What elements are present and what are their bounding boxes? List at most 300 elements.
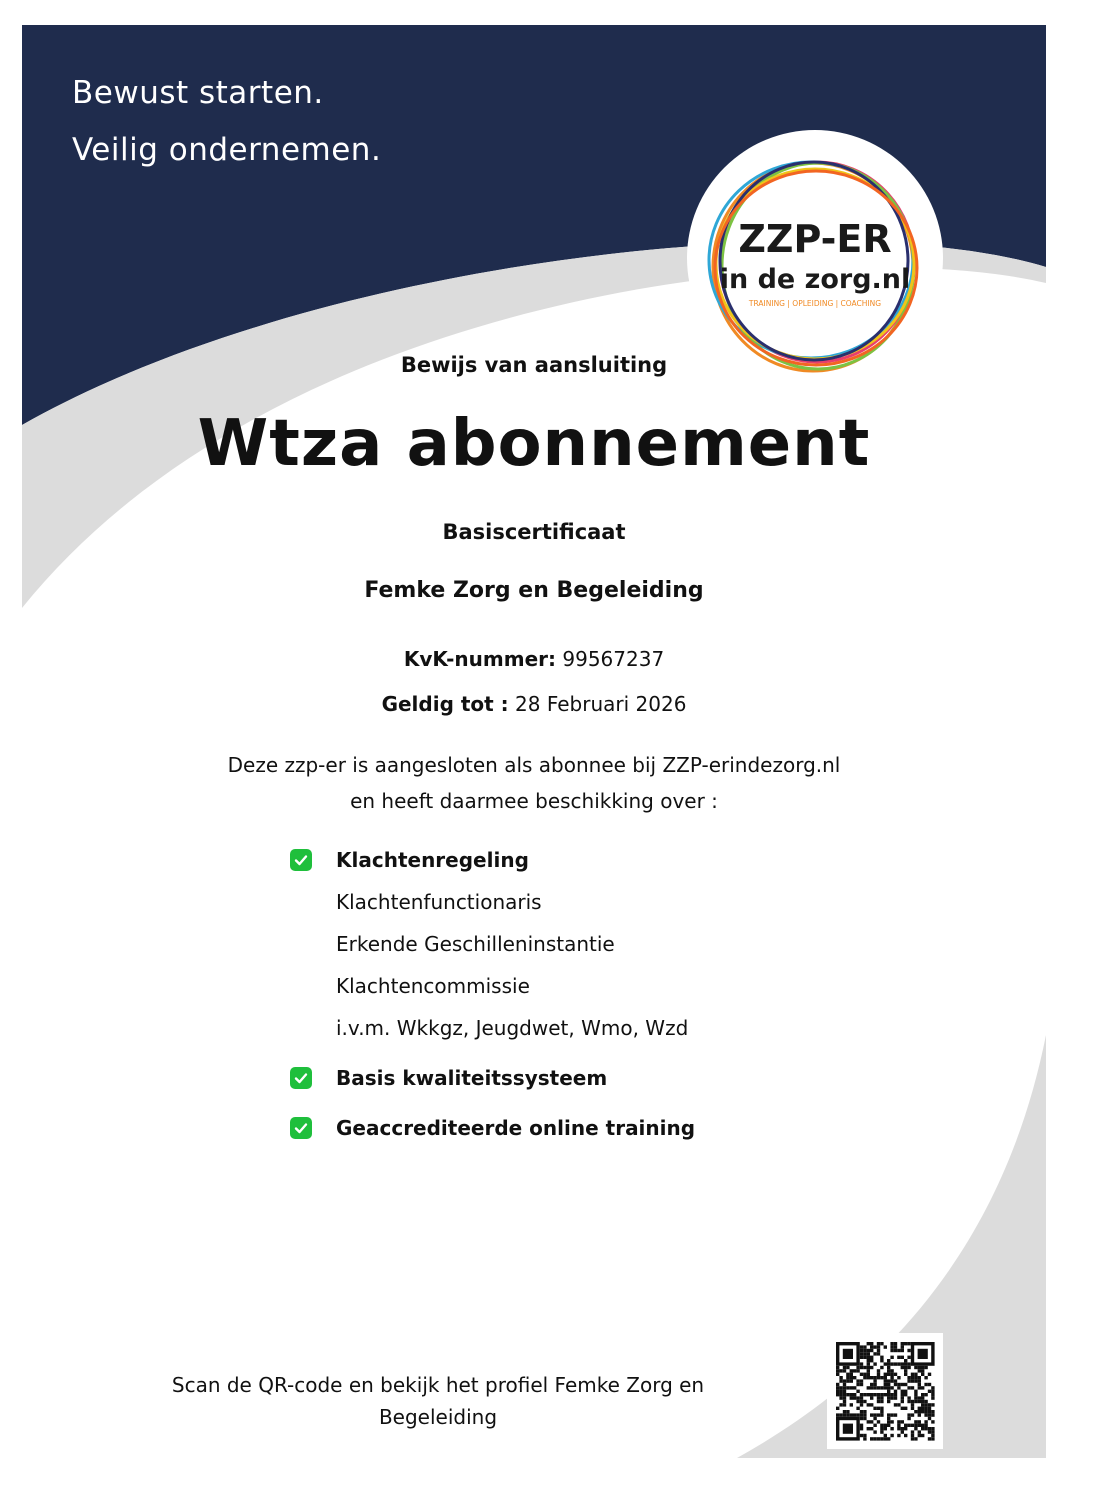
qr-module	[853, 1393, 856, 1396]
qr-module	[904, 1359, 907, 1362]
qr-module	[890, 1342, 893, 1345]
qr-module	[880, 1407, 883, 1410]
qr-module	[863, 1400, 866, 1403]
qr-module	[877, 1437, 880, 1440]
qr-module	[870, 1342, 873, 1345]
qr-module	[877, 1413, 880, 1416]
qr-module	[924, 1393, 927, 1396]
features-list	[290, 843, 890, 1153]
qr-module	[870, 1396, 873, 1399]
qr-module	[839, 1369, 842, 1372]
qr-module	[880, 1366, 883, 1369]
checkmark-icon	[290, 849, 312, 871]
qr-module	[860, 1396, 863, 1399]
feature-sub-label: Erkende Geschilleninstantie	[336, 932, 615, 956]
feature-label: Klachtenregeling	[336, 848, 529, 872]
qr-module	[890, 1420, 893, 1423]
qr-module	[853, 1376, 856, 1379]
qr-module	[863, 1417, 866, 1420]
qr-module	[924, 1424, 927, 1427]
qr-module	[907, 1413, 910, 1416]
qr-module	[890, 1379, 893, 1382]
qr-module	[894, 1349, 897, 1352]
qr-module	[860, 1424, 863, 1427]
qr-module	[921, 1410, 924, 1413]
qr-module	[931, 1434, 934, 1437]
feature-label: Basis kwaliteitssysteem	[336, 1066, 608, 1090]
qr-module	[843, 1383, 846, 1386]
qr-module	[856, 1383, 859, 1386]
qr-module	[911, 1407, 914, 1410]
checkmark-icon	[290, 1117, 312, 1139]
kvk-row	[22, 647, 1046, 671]
qr-module	[887, 1400, 890, 1403]
qr-module	[918, 1410, 921, 1413]
qr-module	[863, 1373, 866, 1376]
logo-graphic	[687, 130, 943, 386]
qr-module	[850, 1396, 853, 1399]
qr-module	[856, 1407, 859, 1410]
qr-module	[846, 1413, 849, 1416]
qr-module	[846, 1379, 849, 1382]
qr-module	[846, 1373, 849, 1376]
qr-module	[860, 1352, 863, 1355]
qr-module	[918, 1369, 921, 1372]
qr-module	[850, 1379, 853, 1382]
qr-module	[894, 1373, 897, 1376]
qr-module	[904, 1393, 907, 1396]
qr-module	[894, 1362, 897, 1365]
qr-module	[870, 1359, 873, 1362]
qr-module	[846, 1410, 849, 1413]
qr-module	[918, 1379, 921, 1382]
qr-module	[904, 1366, 907, 1369]
qr-module	[839, 1403, 842, 1406]
qr-module	[921, 1427, 924, 1430]
qr-module	[890, 1396, 893, 1399]
certificate	[22, 25, 1046, 1458]
qr-module	[904, 1369, 907, 1372]
qr-module	[843, 1390, 846, 1393]
qr-module	[880, 1396, 883, 1399]
qr-module	[904, 1362, 907, 1365]
qr-module	[887, 1369, 890, 1372]
tagline	[72, 65, 381, 179]
qr-module	[890, 1356, 893, 1359]
qr-module	[884, 1434, 887, 1437]
qr-module	[901, 1356, 904, 1359]
qr-module	[931, 1427, 934, 1430]
qr-module	[870, 1376, 873, 1379]
qr-module	[836, 1413, 839, 1416]
qr-module	[907, 1396, 910, 1399]
valid-until-row	[22, 692, 1046, 716]
qr-module	[873, 1413, 876, 1416]
qr-module	[843, 1369, 846, 1372]
valid-until-value: 28 Februari 2026	[515, 692, 687, 716]
qr-module	[887, 1379, 890, 1382]
qr-module	[904, 1390, 907, 1393]
qr-module	[887, 1424, 890, 1427]
qr-module	[931, 1386, 934, 1389]
qr-module	[839, 1386, 842, 1389]
qr-module	[907, 1386, 910, 1389]
qr-module	[914, 1427, 917, 1430]
qr-module	[928, 1373, 931, 1376]
qr-module	[918, 1400, 921, 1403]
qr-module	[870, 1420, 873, 1423]
qr-module	[901, 1345, 904, 1348]
qr-module	[836, 1407, 839, 1410]
qr-module	[907, 1356, 910, 1359]
qr-module	[911, 1403, 914, 1406]
qr-module	[860, 1379, 863, 1382]
qr-module	[931, 1413, 934, 1416]
qr-module	[843, 1379, 846, 1382]
qr-module	[870, 1345, 873, 1348]
qr-module	[901, 1390, 904, 1393]
qr-module	[894, 1345, 897, 1348]
qr-finder	[843, 1424, 853, 1434]
certificate-level: Basiscertificaat	[442, 520, 626, 544]
qr-module	[928, 1417, 931, 1420]
valid-until-label: Geldig tot :	[381, 692, 509, 716]
feature-subitem	[290, 1011, 890, 1053]
qr-module	[901, 1400, 904, 1403]
qr-module	[931, 1396, 934, 1399]
qr-module	[901, 1407, 904, 1410]
qr-module	[907, 1379, 910, 1382]
qr-module	[867, 1362, 870, 1365]
qr-module	[924, 1366, 927, 1369]
qr-module	[880, 1386, 883, 1389]
qr-code[interactable]	[827, 1333, 943, 1449]
qr-module	[890, 1373, 893, 1376]
qr-module	[863, 1376, 866, 1379]
qr-module	[850, 1369, 853, 1372]
qr-module	[873, 1376, 876, 1379]
qr-module	[839, 1379, 842, 1382]
qr-module	[890, 1376, 893, 1379]
qr-module	[880, 1424, 883, 1427]
description-line-2: en heeft daarmee beschikking over :	[350, 789, 718, 813]
qr-module	[867, 1349, 870, 1352]
qr-module	[860, 1362, 863, 1365]
qr-module	[901, 1396, 904, 1399]
qr-module	[911, 1379, 914, 1382]
qr-module	[928, 1413, 931, 1416]
qr-module	[911, 1376, 914, 1379]
qr-module	[897, 1420, 900, 1423]
qr-module	[890, 1393, 893, 1396]
qr-module	[860, 1393, 863, 1396]
qr-module	[877, 1352, 880, 1355]
qr-module	[924, 1403, 927, 1406]
qr-module	[921, 1366, 924, 1369]
qr-module	[887, 1383, 890, 1386]
qr-module	[863, 1349, 866, 1352]
qr-module	[897, 1376, 900, 1379]
qr-module	[911, 1400, 914, 1403]
qr-module	[867, 1376, 870, 1379]
qr-module	[931, 1403, 934, 1406]
qr-module	[850, 1413, 853, 1416]
qr-module	[863, 1366, 866, 1369]
qr-module	[870, 1386, 873, 1389]
qr-module	[904, 1424, 907, 1427]
qr-module	[894, 1390, 897, 1393]
certificate-title: Wtza abonnement	[197, 407, 871, 481]
qr-module	[928, 1390, 931, 1393]
qr-module	[887, 1390, 890, 1393]
qr-module	[843, 1366, 846, 1369]
qr-module	[928, 1407, 931, 1410]
qr-module	[914, 1424, 917, 1427]
qr-finder	[843, 1349, 853, 1359]
qr-module	[870, 1413, 873, 1416]
qr-module	[843, 1400, 846, 1403]
qr-module	[890, 1345, 893, 1348]
feature-item	[290, 1111, 890, 1153]
qr-module	[856, 1413, 859, 1416]
feature-sub-label: Klachtenfunctionaris	[336, 890, 542, 914]
qr-module	[877, 1407, 880, 1410]
feature-subitem	[290, 885, 890, 927]
qr-module	[890, 1369, 893, 1372]
qr-module	[839, 1396, 842, 1399]
qr-module	[914, 1379, 917, 1382]
qr-module	[921, 1396, 924, 1399]
qr-module	[884, 1383, 887, 1386]
qr-module	[880, 1356, 883, 1359]
qr-module	[914, 1376, 917, 1379]
qr-module	[843, 1393, 846, 1396]
qr-module	[846, 1386, 849, 1389]
qr-module	[887, 1386, 890, 1389]
qr-module	[873, 1430, 876, 1433]
qr-module	[846, 1393, 849, 1396]
qr-module	[931, 1420, 934, 1423]
qr-module	[856, 1369, 859, 1372]
qr-module	[897, 1424, 900, 1427]
logo-text-line-1: ZZP-ER	[738, 217, 892, 261]
qr-module	[856, 1396, 859, 1399]
qr-module	[867, 1356, 870, 1359]
qr-module	[853, 1386, 856, 1389]
qr-module	[873, 1383, 876, 1386]
qr-module	[901, 1420, 904, 1423]
qr-module	[867, 1359, 870, 1362]
qr-module	[904, 1434, 907, 1437]
qr-module	[931, 1437, 934, 1440]
qr-module	[894, 1393, 897, 1396]
qr-module	[867, 1386, 870, 1389]
qr-module	[887, 1420, 890, 1423]
qr-module	[836, 1390, 839, 1393]
qr-module	[877, 1376, 880, 1379]
qr-module	[907, 1400, 910, 1403]
qr-module	[884, 1376, 887, 1379]
feature-subitem	[290, 969, 890, 1011]
qr-module	[928, 1403, 931, 1406]
qr-module	[901, 1342, 904, 1345]
qr-module	[877, 1396, 880, 1399]
qr-module	[860, 1413, 863, 1416]
qr-module	[877, 1386, 880, 1389]
qr-module	[918, 1420, 921, 1423]
qr-module	[894, 1396, 897, 1399]
qr-module	[870, 1393, 873, 1396]
qr-module	[904, 1407, 907, 1410]
qr-module	[928, 1430, 931, 1433]
qr-module	[880, 1430, 883, 1433]
qr-module	[870, 1366, 873, 1369]
qr-module	[897, 1386, 900, 1389]
qr-module	[867, 1373, 870, 1376]
qr-finder	[918, 1349, 928, 1359]
qr-module	[880, 1359, 883, 1362]
qr-module	[887, 1393, 890, 1396]
qr-module	[907, 1349, 910, 1352]
qr-module	[884, 1393, 887, 1396]
qr-module	[914, 1437, 917, 1440]
qr-module	[884, 1345, 887, 1348]
qr-module	[880, 1410, 883, 1413]
qr-module	[911, 1424, 914, 1427]
qr-module	[921, 1434, 924, 1437]
qr-module	[839, 1390, 842, 1393]
qr-module	[863, 1434, 866, 1437]
qr-module	[853, 1396, 856, 1399]
qr-module	[914, 1420, 917, 1423]
qr-module	[870, 1403, 873, 1406]
qr-module	[860, 1403, 863, 1406]
qr-module	[921, 1369, 924, 1372]
qr-module	[918, 1434, 921, 1437]
qr-module	[863, 1352, 866, 1355]
qr-module	[863, 1345, 866, 1348]
qr-module	[887, 1366, 890, 1369]
qr-module	[918, 1383, 921, 1386]
tagline-line-2: Veilig ondernemen.	[72, 132, 382, 168]
qr-scan-instruction: Scan de QR-code en bekijk het profiel Femke Zorg en Begeleiding	[171, 1373, 705, 1429]
qr-module	[921, 1403, 924, 1406]
qr-module	[924, 1420, 927, 1423]
qr-module	[850, 1376, 853, 1379]
qr-module	[901, 1393, 904, 1396]
qr-module	[928, 1427, 931, 1430]
qr-module	[924, 1400, 927, 1403]
qr-module	[897, 1349, 900, 1352]
qr-module	[914, 1396, 917, 1399]
qr-module	[850, 1403, 853, 1406]
qr-module	[914, 1390, 917, 1393]
qr-module	[904, 1373, 907, 1376]
qr-module	[839, 1376, 842, 1379]
qr-module	[877, 1345, 880, 1348]
qr-module	[867, 1420, 870, 1423]
qr-module	[843, 1396, 846, 1399]
feature-subitem	[290, 927, 890, 969]
qr-module	[877, 1420, 880, 1423]
qr-module	[877, 1369, 880, 1372]
qr-module	[887, 1373, 890, 1376]
qr-module	[918, 1386, 921, 1389]
qr-module	[843, 1403, 846, 1406]
qr-module	[924, 1427, 927, 1430]
feature-item	[290, 843, 890, 885]
qr-module	[873, 1407, 876, 1410]
qr-module	[839, 1413, 842, 1416]
qr-module	[887, 1396, 890, 1399]
feature-sub-label: Klachtencommissie	[336, 974, 530, 998]
kvk-value: 99567237	[562, 647, 665, 671]
qr-module	[890, 1413, 893, 1416]
qr-module	[904, 1383, 907, 1386]
qr-module	[924, 1410, 927, 1413]
qr-module	[863, 1437, 866, 1440]
qr-module	[890, 1362, 893, 1365]
qr-module	[836, 1383, 839, 1386]
qr-module	[897, 1434, 900, 1437]
qr-module	[907, 1362, 910, 1365]
qr-module	[921, 1373, 924, 1376]
qr-module	[931, 1390, 934, 1393]
qr-module	[911, 1386, 914, 1389]
qr-module	[924, 1383, 927, 1386]
qr-module	[911, 1430, 914, 1433]
qr-module	[887, 1417, 890, 1420]
qr-module	[894, 1379, 897, 1382]
qr-module	[918, 1424, 921, 1427]
organization-name: Femke Zorg en Begeleiding	[364, 578, 704, 603]
qr-module	[850, 1393, 853, 1396]
qr-module	[884, 1424, 887, 1427]
qr-module	[870, 1427, 873, 1430]
qr-module	[880, 1393, 883, 1396]
qr-module	[921, 1407, 924, 1410]
qr-module	[877, 1349, 880, 1352]
qr-module	[856, 1400, 859, 1403]
qr-module	[836, 1369, 839, 1372]
qr-module	[856, 1390, 859, 1393]
qr-module	[846, 1376, 849, 1379]
qr-module	[901, 1430, 904, 1433]
qr-module	[907, 1424, 910, 1427]
qr-module	[880, 1376, 883, 1379]
qr-module	[853, 1413, 856, 1416]
qr-module	[901, 1427, 904, 1430]
qr-module	[914, 1393, 917, 1396]
qr-module	[860, 1417, 863, 1420]
qr-module	[856, 1379, 859, 1382]
logo-subline: TRAINING | OPLEIDING | COACHING	[748, 299, 882, 308]
qr-module	[887, 1413, 890, 1416]
qr-module	[880, 1413, 883, 1416]
qr-module	[921, 1424, 924, 1427]
qr-module	[873, 1379, 876, 1382]
qr-module	[907, 1417, 910, 1420]
qr-module	[884, 1427, 887, 1430]
qr-module	[918, 1407, 921, 1410]
description-line-1: Deze zzp-er is aangesloten als abonnee bij ZZP-erindezorg.nl	[227, 753, 841, 777]
qr-module	[884, 1379, 887, 1382]
qr-module	[921, 1393, 924, 1396]
qr-module	[887, 1362, 890, 1365]
qr-module	[836, 1373, 839, 1376]
qr-module	[877, 1342, 880, 1345]
qr-module	[860, 1410, 863, 1413]
